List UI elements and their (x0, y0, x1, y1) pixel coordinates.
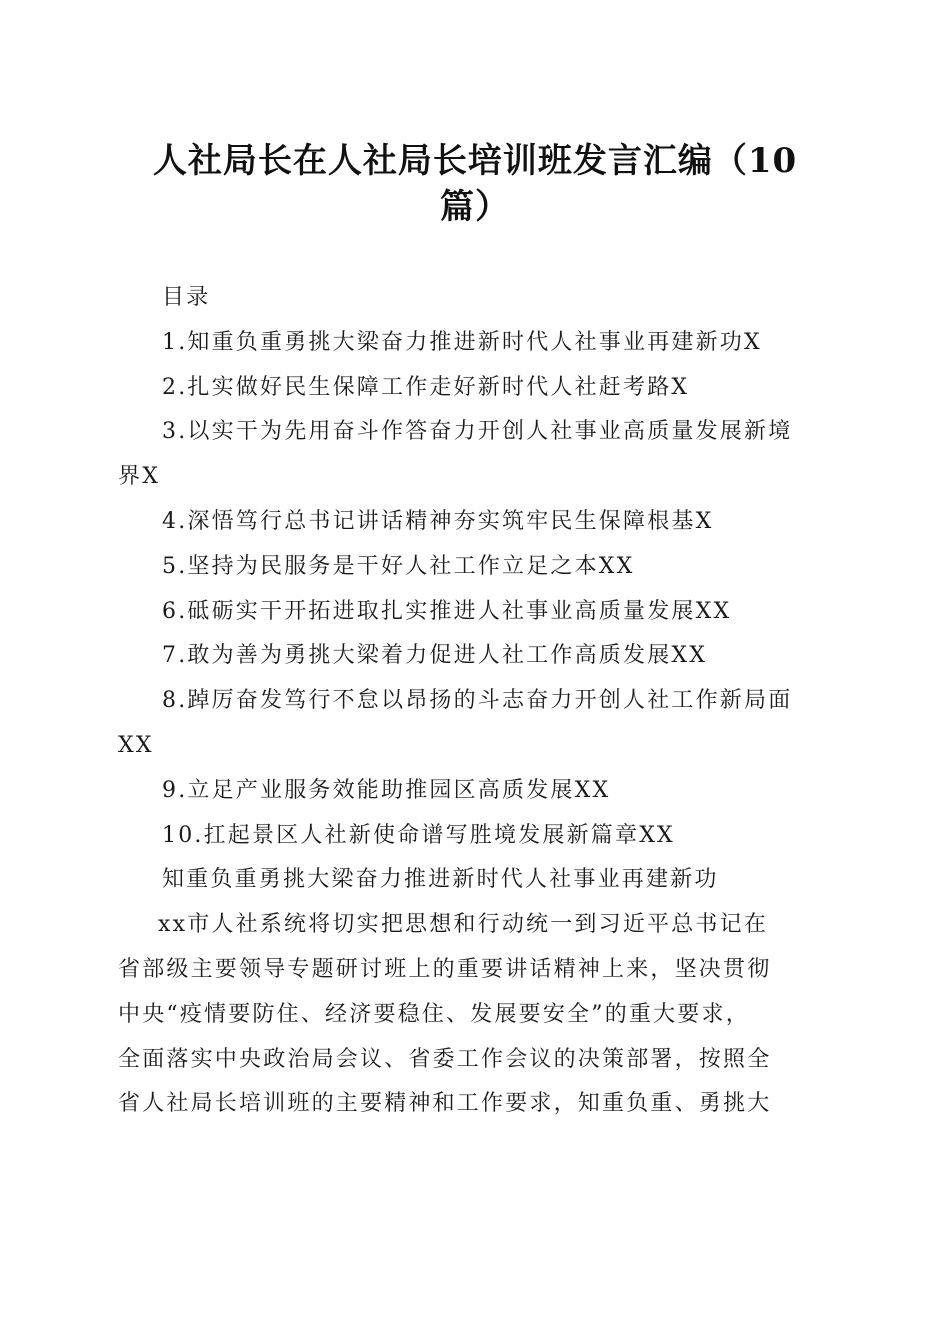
toc-item-10: 10.扛起景区人社新使命谱写胜境发展新篇章XX (162, 822, 675, 848)
toc-item-4: 4.深悟笃行总书记讲话精神夯实筑牢民生保障根基X (162, 508, 714, 534)
toc-item-5: 5.坚持为民服务是干好人社工作立足之本XX (162, 553, 635, 579)
toc-item-8: 8.踔厉奋发笃行不怠以昂扬的斗志奋力开创人社工作新局面 (162, 688, 793, 714)
body-line-1: xx市人社系统将切实把思想和行动统一到习近平总书记在 (158, 912, 769, 938)
title-line-1: 人社局长在人社局长培训班发言汇编（10 (152, 141, 798, 181)
toc-item-2: 2.扎实做好民生保障工作走好新时代人社赶考路X (162, 374, 690, 400)
title-line-2: 篇） (440, 187, 510, 227)
body-line-4: 全面落实中央政治局会议、省委工作会议的决策部署，按照全 (118, 1046, 772, 1072)
document-body (118, 276, 826, 1127)
toc-item-8-continued: XX (118, 732, 154, 758)
toc-item-7: 7.敢为善为勇挑大梁着力促进人社工作高质发展XX (162, 643, 708, 669)
toc-item-6: 6.砥砺实干开拓进取扎实推进人社事业高质量发展XX (162, 598, 732, 624)
body-line-2: 省部级主要领导专题研讨班上的重要讲话精神上来，坚决贯彻 (118, 956, 772, 982)
section-title: 知重负重勇挑大梁奋力推进新时代人社事业再建新功 (162, 867, 719, 893)
toc-item-1: 1.知重负重勇挑大梁奋力推进新时代人社事业再建新功X (162, 329, 762, 355)
toc-item-3: 3.以实干为先用奋斗作答奋力开创人社事业高质量发展新境 (162, 419, 793, 445)
body-line-5: 省人社局长培训班的主要精神和工作要求，知重负重、勇挑大 (118, 1091, 772, 1117)
toc-item-3-continued: 界X (118, 464, 161, 490)
toc-item-9: 9.立足产业服务效能助推园区高质发展XX (162, 777, 611, 803)
document-title (110, 138, 840, 230)
body-line-3: 中央“疫情要防住、经济要稳住、发展要安全”的重大要求， (118, 1001, 750, 1027)
toc-heading: 目录 (162, 285, 211, 310)
